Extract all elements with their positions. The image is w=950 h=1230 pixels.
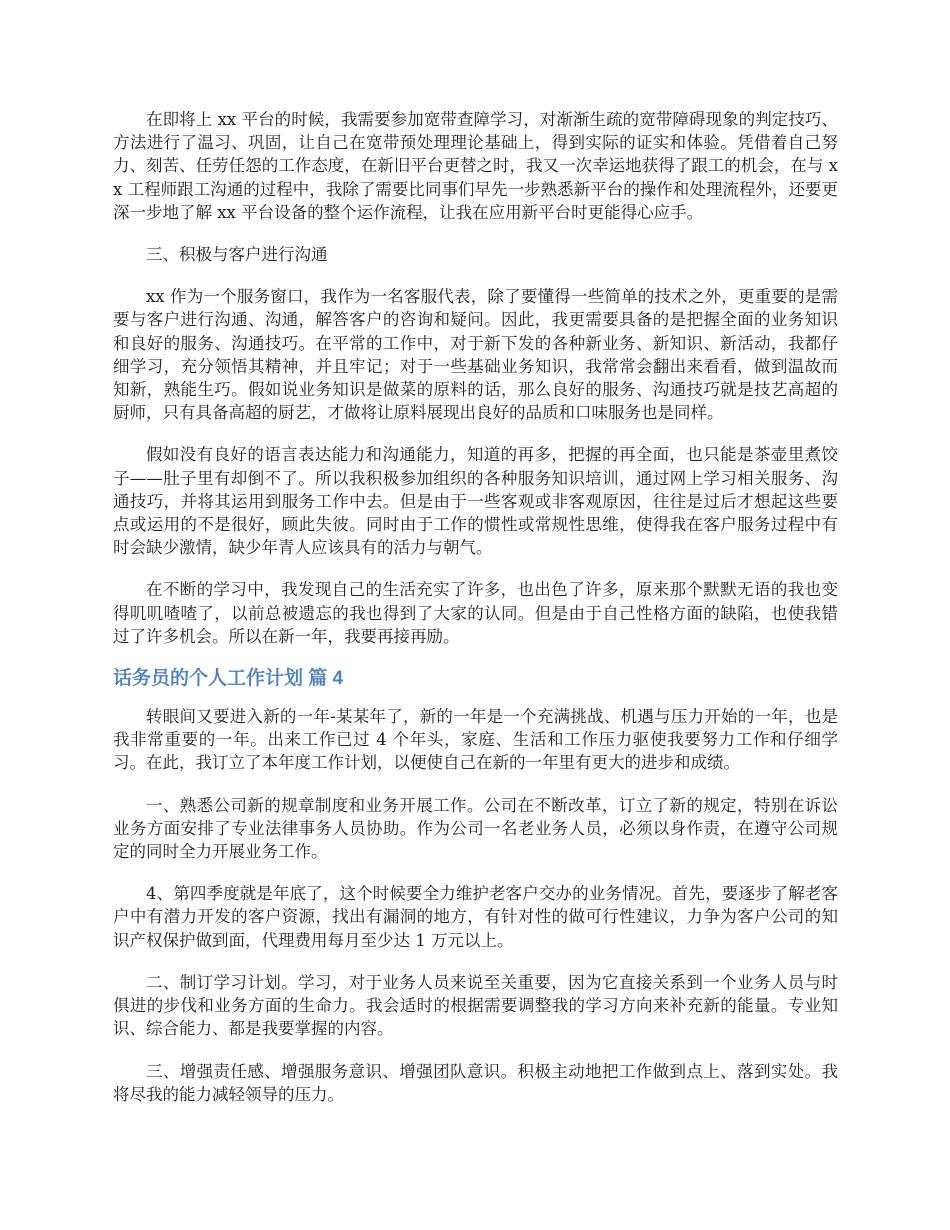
paragraph-responsibility: 三、增强责任感、增强服务意识、增强团队意识。积极主动地把工作做到点上、落到实处。我将尽我的能力减轻领导的压力。 <box>113 1061 838 1104</box>
paragraph-learning-growth: 在不断的学习中，我发现自己的生活充实了许多，也出色了许多，原来那个默默无语的我也变得叽叽喳喳了，以前总被遗忘的我也得到了大家的认同。但是由于自己性格方面的缺陷，也使我错过了许多机会。所以在新一年，我要再接再励。 <box>113 580 838 646</box>
paragraph-subheading-communication: 三、积极与客户进行沟通 <box>146 245 328 265</box>
document-page <box>113 108 838 1125</box>
paragraph-company-rules: 一、熟悉公司新的规章制度和业务开展工作。公司在不断改革，订立了新的规定，特别在诉讼业务方面安排了专业法律事务人员协助。作为公司一名老业务人员，必须以身作责，在遵守公司规定的同时全力开展业务工作。 <box>113 795 838 862</box>
section-heading: 话务员的个人工作计划 篇 4 <box>113 668 344 690</box>
paragraph-fourth-quarter: 4、第四季度就是年底了，这个时候要全力维护老客户交办的业务情况。首先，要逐步了解老客户中有潜力开发的客户资源，找出有漏洞的地方，有针对性的做可行性建议，力争为客户公司的知识产权保护做到面，代理费用每月至少达 1 万元以上。 <box>113 884 838 950</box>
paragraph-language-skills: 假如没有良好的语言表达能力和沟通能力，知道的再多，把握的再全面，也只能是茶壶里煮饺子——肚子里有却倒不了。所以我积极参加组织的各种服务知识培训，通过网上学习相关服务、沟通技巧，并将其运用到服务工作中去。但是由于一些客观或非客观原因，往往是过后才想起这些要点或运用的不是很好，顾此失彼。同时由于工作的惯性或常规性思维，使得我在客户服务过程中有时会缺少激情，缺少年青人应该具有的活力与朝气。 <box>113 445 838 558</box>
paragraph-new-year-intro: 转眼间又要进入新的一年-某某年了，新的一年是一个充满挑战、机遇与压力开始的一年，也是我非常重要的一年。出来工作已过 4 个年头，家庭、生活和工作压力驱使我要努力工作和仔细学习。在此，我订立了本年度工作计划，以便使自己在新的一年里有更大的进步和成绩。 <box>113 707 838 773</box>
paragraph-study-plan: 二、制订学习计划。学习，对于业务人员来说至关重要，因为它直接关系到一个业务人员与时俱进的步伐和业务方面的生命力。我会适时的根据需要调整我的学习方向来补充新的能量。专业知识、综合能力、都是我要掌握的内容。 <box>113 972 838 1039</box>
paragraph-broadband-training: 在即将上 xx 平台的时候，我需要参加宽带查障学习，对渐渐生疏的宽带障碍现象的判定技巧、方法进行了温习、巩固，让自己在宽带预处理理论基础上，得到实际的证实和体验。凭借着自己努力、刻苦、任劳任怨的工作态度，在新旧平台更替之时，我又一次幸运地获得了跟工的机会，在与 xx 工程师跟工沟通的过程中，我除了需要比同事们早先一步熟悉新平台的操作和处理流程外，还要更深一步地了解 xx 平台设备的整个运作流程，让我在应用新平台时更能得心应手。 <box>113 110 838 222</box>
paragraph-customer-service: xx 作为一个服务窗口，我作为一名客服代表，除了要懂得一些简单的技术之外，更重要的是需要与客户进行沟通、沟通，解答客户的咨询和疑问。因此，我更需要具备的是把握全面的业务知识和良好的服务、沟通技巧。在平常的工作中，对于新下发的各种新业务、新知识、新活动，我都仔细学习，充分领悟其精神，并且牢记；对于一些基础业务知识，我常常会翻出来看看，做到温故而知新，熟能生巧。假如说业务知识是做菜的原料的话，那么良好的服务、沟通技巧就是技艺高超的厨师，只有具备高超的厨艺，才做将让原料展现出良好的品质和口味服务也是同样。 <box>113 287 838 423</box>
